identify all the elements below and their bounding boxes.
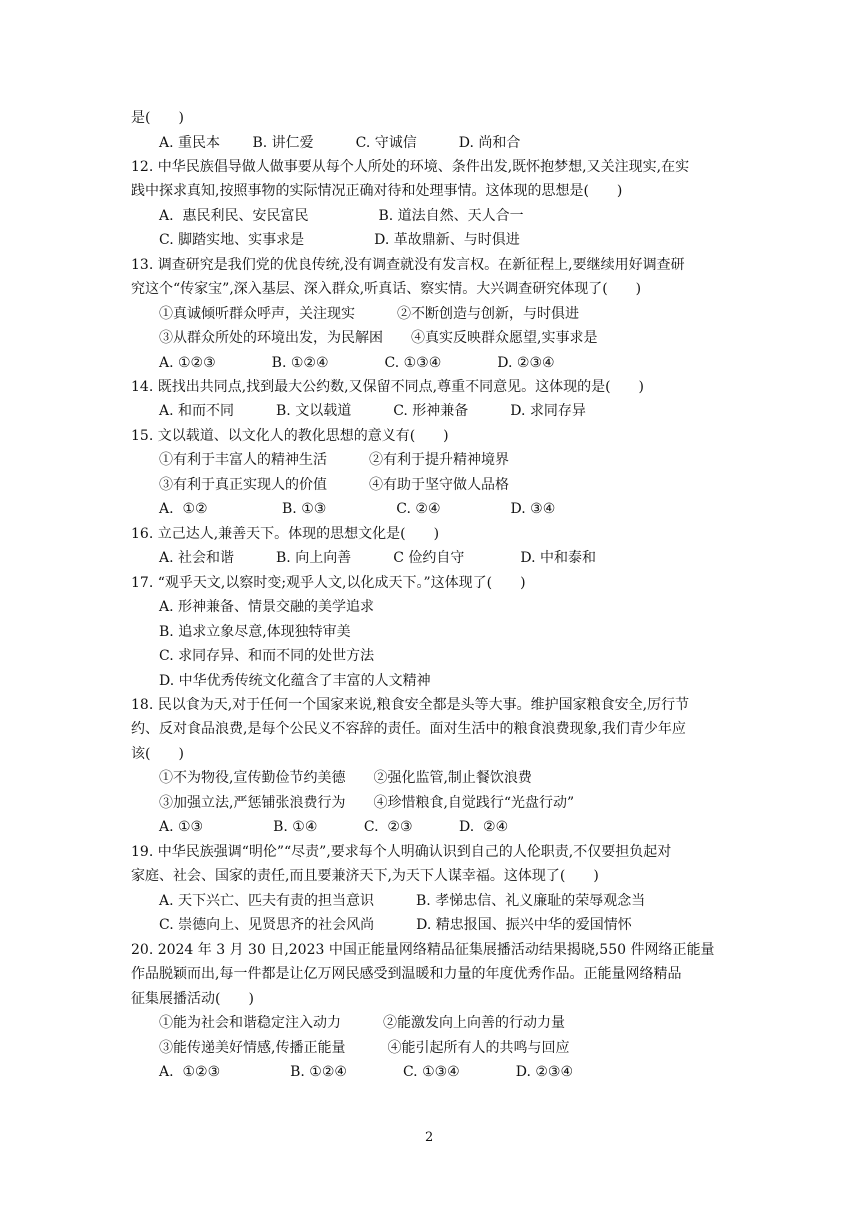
text-line: D. 中华优秀传统文化蕴含了丰富的人文精神 xyxy=(159,673,431,689)
text-line: ③从群众所处的环境出发，为民解困 ④真实反映群众愿望,实事求是 xyxy=(159,330,598,346)
text-line: 16. 立己达人,兼善天下。体现的思想文化是( ) xyxy=(131,526,440,542)
text-line: A. 惠民利民、安民富民 B. 道法自然、天人合一 xyxy=(159,208,524,224)
text-line: 家庭、社会、国家的责任,而且要兼济天下,为天下人谋幸福。这体现了( ) xyxy=(131,868,599,884)
text-line: A. 社会和谐 B. 向上向善 C 俭约自守 D. 中和泰和 xyxy=(159,550,596,566)
text-line: ①有利于丰富人的精神生活 ②有利于提升精神境界 xyxy=(159,452,509,468)
text-line: 12. 中华民族倡导做人做事要从每个人所处的环境、条件出发,既怀抱梦想,又关注现实,在实 xyxy=(131,159,690,175)
text-line: 征集展播活动( ) xyxy=(131,991,254,1007)
text-line: 17. “观乎天文,以察时变;观乎人文,以化成天下。”这体现了( ) xyxy=(131,575,526,591)
text-line: 14. 既找出共同点,找到最大公约数,又保留不同点,尊重不同意见。这体现的是( ) xyxy=(131,379,644,395)
text-line: A. ①③ B. ①④ C. ②③ D. ②④ xyxy=(159,819,509,835)
text-line: 作品脱颖而出,每一件都是让亿万网民感受到温暖和力量的年度优秀作品。正能量网络精品 xyxy=(131,966,682,982)
text-line: 19. 中华民族强调“明伦”“尽责”,要求每个人明确认识到自己的人伦职责,不仅要担负起对 xyxy=(131,844,672,860)
text-line: ①不为物役,宣传勤俭节约美德 ②强化监管,制止餐饮浪费 xyxy=(159,770,532,786)
text-line: 约、反对食品浪费,是每个公民义不容辞的责任。面对生活中的粮食浪费现象,我们青少年应 xyxy=(131,721,686,737)
text-line: A. 天下兴亡、匹夫有责的担当意识 B. 孝悌忠信、礼义廉耻的荣辱观念当 xyxy=(159,893,646,909)
text-line: ①真诚倾听群众呼声，关注现实 ②不断创造与创新，与时俱进 xyxy=(159,306,579,322)
text-line: A. ①②③ B. ①②④ C. ①③④ D. ②③④ xyxy=(159,1064,573,1080)
text-line: ③能传递美好情感,传播正能量 ④能引起所有人的共鸣与回应 xyxy=(159,1040,570,1056)
text-line: 15. 文以载道、以文化人的教化思想的意义有( ) xyxy=(131,428,449,444)
text-line: A. ①②③ B. ①②④ C. ①③④ D. ②③④ xyxy=(159,355,555,371)
text-line: ③加强立法,严惩铺张浪费行为 ④珍惜粮食,自觉践行“光盘行动” xyxy=(159,795,575,811)
text-line: C. 求同存异、和而不同的处世方法 xyxy=(159,648,375,664)
text-line: 究这个“传家宝”,深入基层、深入群众,听真话、察实情。大兴调查研究体现了( ) xyxy=(131,281,642,297)
text-line: 是( ) xyxy=(131,110,184,126)
text-line: 20. 2024 年 3 月 30 日,2023 中国正能量网络精品征集展播活动结果揭晓,550 件网络正能量 xyxy=(131,942,715,958)
text-line: 18. 民以食为天,对于任何一个国家来说,粮食安全都是头等大事。维护国家粮食安全,厉行节 xyxy=(131,697,690,713)
page-number: 2 xyxy=(425,1130,434,1145)
text-line: C. 脚踏实地、实事求是 D. 革故鼎新、与时俱进 xyxy=(159,232,520,248)
text-line: A. 重民本 B. 讲仁爱 C. 守诚信 D. 尚和合 xyxy=(159,135,521,151)
text-line: ①能为社会和谐稳定注入动力 ②能激发向上向善的行动力量 xyxy=(159,1015,565,1031)
text-line: 该( ) xyxy=(131,746,184,762)
text-line: A. 形神兼备、情景交融的美学追求 xyxy=(159,599,375,615)
text-line: B. 追求立象尽意,体现独特审美 xyxy=(159,624,351,640)
text-line: 13. 调查研究是我们党的优良传统,没有调查就没有发言权。在新征程上,要继续用好调查研 xyxy=(131,257,685,273)
text-line: A. 和而不同 B. 文以载道 C. 形神兼备 D. 求同存异 xyxy=(159,403,586,419)
text-line: ③有利于真正实现人的价值 ④有助于坚守做人品格 xyxy=(159,477,509,493)
text-line: A. ①② B. ①③ C. ②④ D. ③④ xyxy=(159,501,556,517)
text-line: C. 崇德向上、见贤思齐的社会风尚 D. 精忠报国、振兴中华的爱国情怀 xyxy=(159,917,632,933)
text-line: 践中探求真知,按照事物的实际情况正确对待和处理事情。这体现的思想是( ) xyxy=(131,183,623,199)
